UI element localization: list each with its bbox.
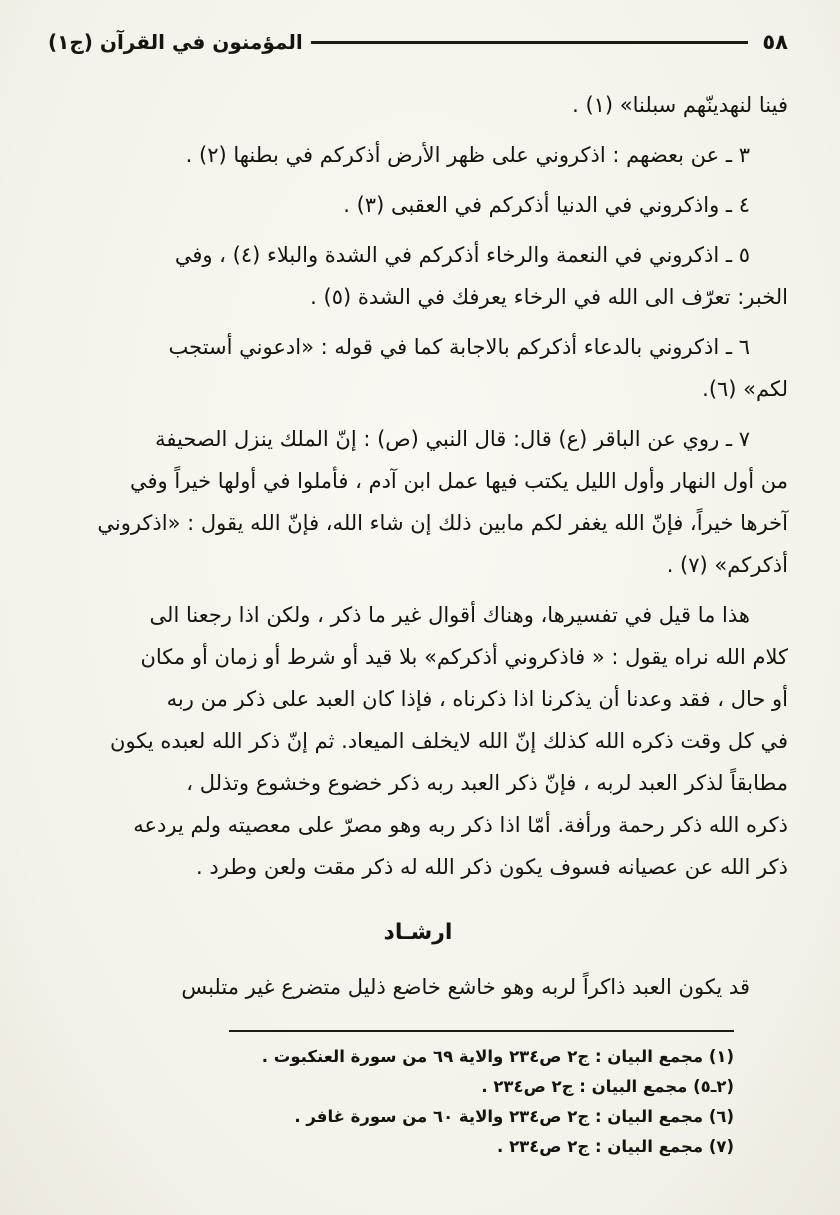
footnote: (٢ـ٥) مجمع البيان : ج٢ ص٢٣٤ . (481, 1077, 734, 1096)
text-line: كلام الله نراه يقول : « فاذكروني أذكركم» بلا قيد أو شرط أو زمان أو مكان (140, 645, 788, 669)
paragraph (48, 234, 788, 318)
paragraph (48, 184, 788, 226)
text-line: آخرها خيراً، فإنّ الله يغفر لكم مابين ذلك إن شاء الله، فإنّ الله يقول : «اذكروني (97, 511, 788, 535)
section-heading: ارشـاد (383, 920, 453, 945)
text-line: فينا لنهدينّهم سبلنا» (١) . (572, 93, 788, 117)
text-line: هذا ما قيل في تفسيرها، وهناك أقوال غير ما ذكر ، ولكن اذا رجعنا الى (149, 603, 750, 627)
paragraph (48, 966, 788, 1008)
text-line: لكم» (٦). (702, 377, 788, 401)
text-line: مطابقاً لذكر العبد لربه ، فإنّ ذكر العبد ربه ذكر خضوع وخشوع وتذلل ، (186, 771, 788, 795)
header-rule (311, 41, 749, 44)
text-line: قد يكون العبد ذاكراً لربه وهو خاشع خاضع ذليل متضرع غير متلبس (181, 975, 750, 999)
paragraph (48, 84, 788, 126)
running-title: المؤمنون في القرآن (ج١) (48, 30, 303, 54)
text-line: ٣ ـ عن بعضهم : اذكروني على ظهر الأرض أذكركم في بطنها (٢) . (185, 143, 750, 167)
paragraph (48, 326, 788, 410)
paragraph (48, 594, 788, 888)
text-line: الخبر: تعرّف الى الله في الرخاء يعرفك في الشدة (٥) . (310, 285, 788, 309)
page-header (48, 30, 788, 54)
footnote: (٧) مجمع البيان : ج٢ ص٢٣٤ . (497, 1137, 734, 1156)
text-line: ذكر الله عن عصيانه فسوف يكون ذكر الله له ذكر مقت ولعن وطرد . (196, 855, 788, 879)
body-text (48, 84, 788, 1008)
text-line: من أول النهار وأول الليل يكتب فيها عمل ابن آدم ، فأملوا في أولها خيراً وفي (130, 469, 788, 493)
text-line: أذكركم» (٧) . (666, 553, 788, 577)
footnotes (48, 1042, 788, 1162)
page-number: ٥٨ (762, 30, 788, 54)
text-line: في كل وقت ذكره الله كذلك إنّ الله لايخلف الميعاد. ثم إنّ ذكر الله لعبده يكون (110, 729, 788, 753)
footnote: (١) مجمع البيان : ج٢ ص٢٣٤ والاية ٦٩ من سورة العنكبوت . (261, 1047, 734, 1066)
text-line: ٦ ـ اذكروني بالدعاء أذكركم بالاجابة كما في قوله : «ادعوني أستجب (168, 335, 750, 359)
text-line: ٤ ـ واذكروني في الدنيا أذكركم في العقبى (٣) . (343, 193, 750, 217)
footnote-area (48, 1030, 788, 1162)
footnote-separator-rule (229, 1030, 734, 1032)
text-line: ٧ ـ روي عن الباقر (ع) قال: قال النبي (ص) : إنّ الملك ينزل الصحيفة (155, 427, 750, 451)
text-line: ٥ ـ اذكروني في النعمة والرخاء أذكركم في الشدة والبلاء (٤) ، وفي (174, 243, 750, 267)
text-line: أو حال ، فقد وعدنا أن يذكرنا اذا ذكرناه ، فإذا كان العبد على ذكر من ربه (166, 687, 788, 711)
paragraph (48, 134, 788, 176)
paragraph (48, 418, 788, 586)
text-line: ذكره الله ذكر رحمة ورأفة. أمّا اذا ذكر ربه وهو مصرّ على معصيته ولم يردعه (133, 813, 788, 837)
footnote: (٦) مجمع البيان : ج٢ ص٢٣٤ والاية ٦٠ من سورة غافر . (294, 1107, 734, 1126)
